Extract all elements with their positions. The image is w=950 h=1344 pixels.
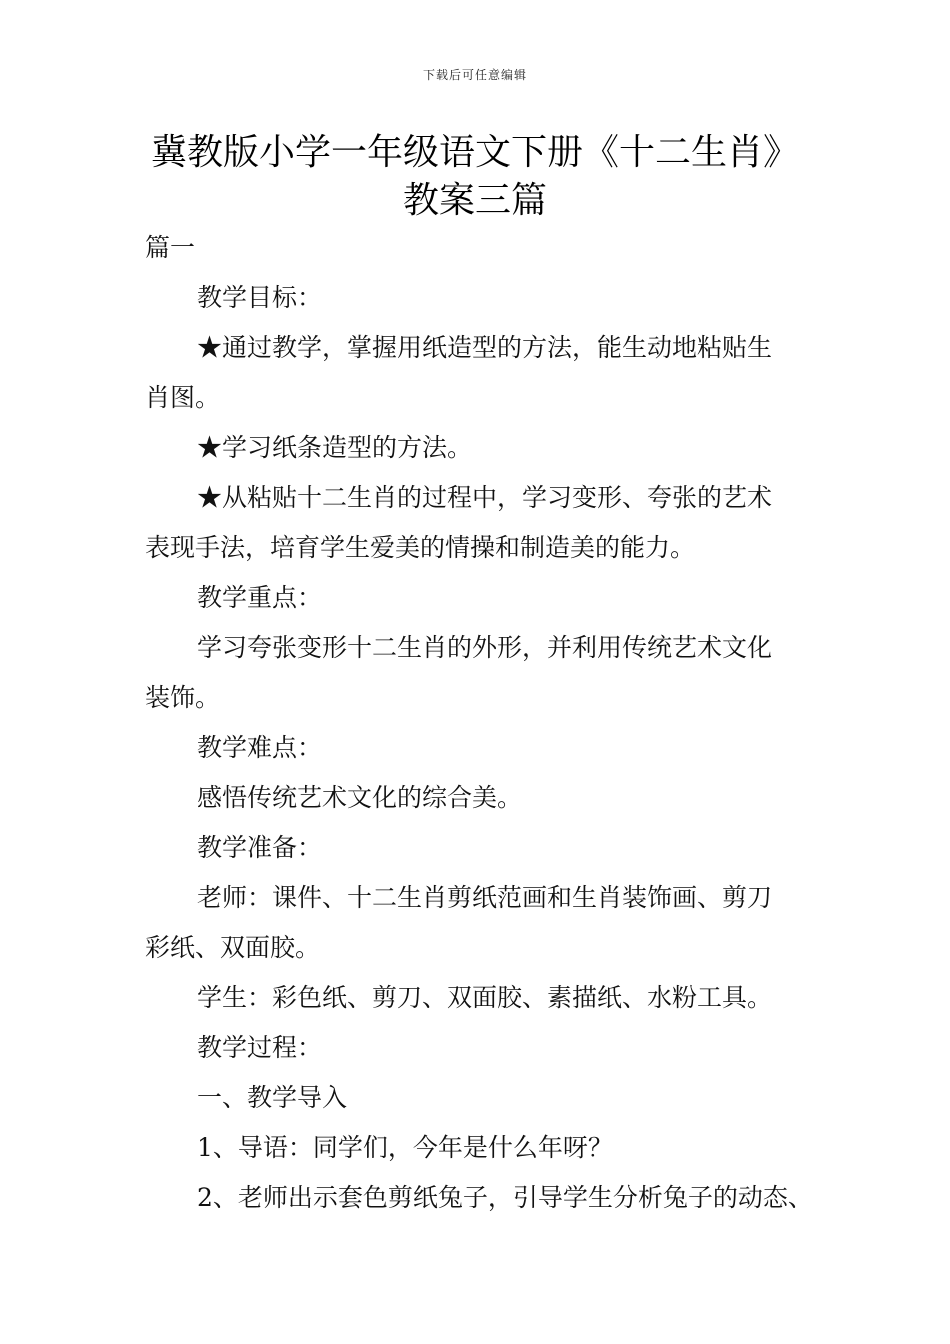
paragraph-line: 学生：彩色纸、剪刀、双面胶、素描纸、水粉工具。 xyxy=(197,983,773,1012)
heading-key-points: 教学重点： xyxy=(197,583,323,612)
heading-process: 教学过程： xyxy=(197,1033,323,1062)
heading-teaching-goals: 教学目标： xyxy=(197,283,323,312)
paragraph-line: 老师：课件、十二生肖剪纸范画和生肖装饰画、剪刀 xyxy=(197,883,773,912)
paragraph-line: 2、老师出示套色剪纸兔子，引导学生分析兔子的动态、 xyxy=(197,1183,813,1212)
paragraph-line: 装饰。 xyxy=(145,683,221,712)
section-label: 篇一 xyxy=(145,233,196,262)
paragraph-line: 学习夸张变形十二生肖的外形，并利用传统艺术文化 xyxy=(197,633,773,662)
document-title-line-1: 冀教版小学一年级语文下册《十二生肖》 xyxy=(150,132,799,173)
paragraph-line: ★学习纸条造型的方法。 xyxy=(197,433,473,462)
paragraph-line: ★通过教学，掌握用纸造型的方法，能生动地粘贴生 xyxy=(197,333,773,362)
heading-preparation: 教学准备： xyxy=(197,833,323,862)
paragraph-line: 表现手法，培育学生爱美的情操和制造美的能力。 xyxy=(145,533,696,562)
header-note: 下载后可任意编辑 xyxy=(422,68,527,82)
paragraph-line: ★从粘贴十二生肖的过程中，学习变形、夸张的艺术 xyxy=(197,483,773,512)
heading-difficulties: 教学难点： xyxy=(197,733,323,762)
paragraph-line: 感悟传统艺术文化的综合美。 xyxy=(197,783,523,812)
paragraph-line: 1、导语：同学们，今年是什么年呀？ xyxy=(197,1133,613,1162)
paragraph-line: 肖图。 xyxy=(145,383,221,412)
document-title-line-2: 教案三篇 xyxy=(402,180,547,221)
subheading-intro: 一、教学导入 xyxy=(197,1083,348,1112)
paragraph-line: 彩纸、双面胶。 xyxy=(145,933,321,962)
